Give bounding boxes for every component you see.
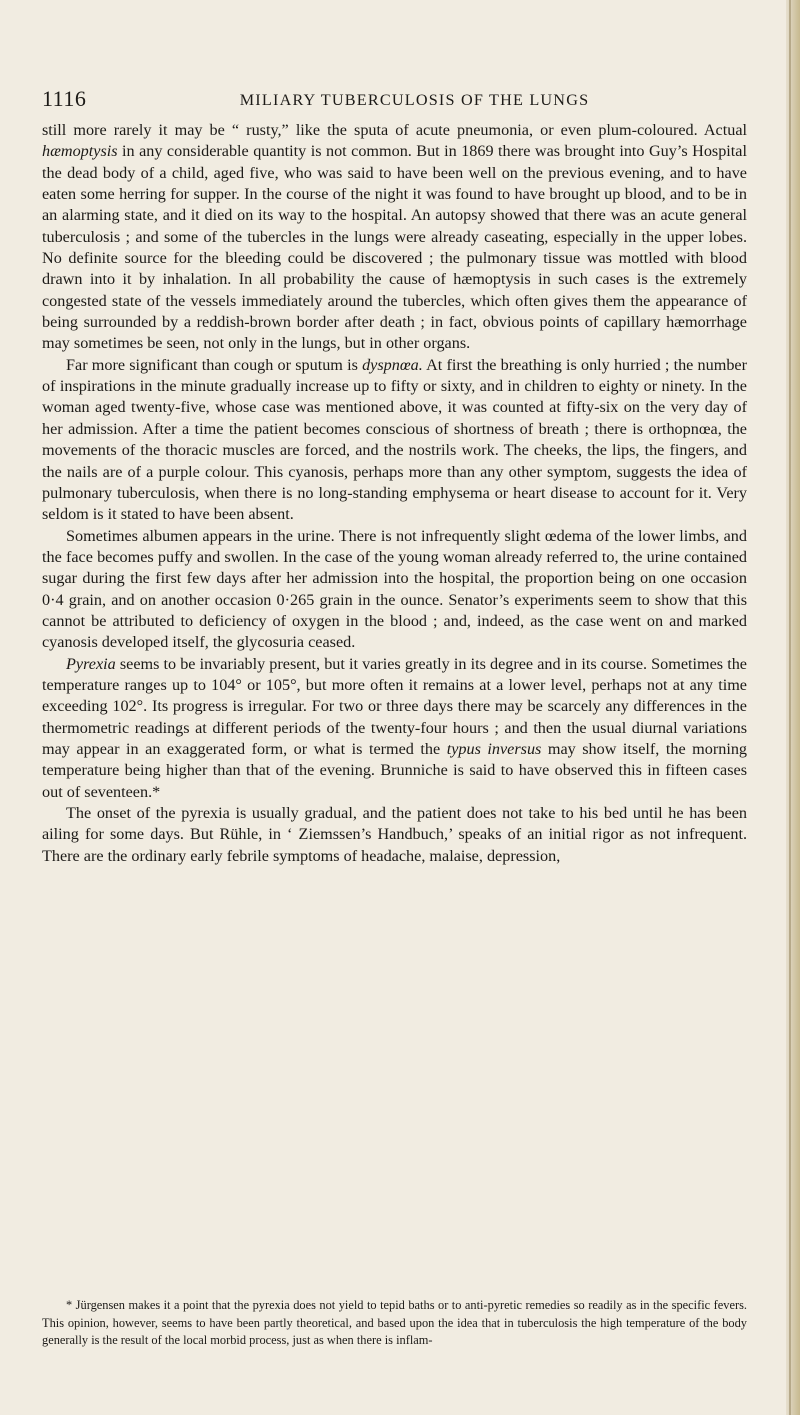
paragraph (42, 803, 747, 867)
page-edge (786, 0, 800, 1415)
paragraph (42, 120, 747, 355)
running-head: MILIARY TUBERCULOSIS OF THE LUNGS (239, 91, 590, 109)
italic-term: typus inversus (446, 739, 542, 758)
text-run: The onset of the pyrexia is usually gradual, and the patient does not take to his bed until he has been ailing for some days. But Rühle, in ‘ Ziemssen’s Handbuch,’ speaks of an initial rigor as not infrequent. There are the ordinary early febrile symptoms of headache, malaise, depression, (42, 804, 747, 865)
text-run: seems to be invariably present, but it varies greatly in its degree and in its course. Sometimes the temperature ranges up to 104° or 105°, but more often it remains at a lower level, perhaps not at any time exceeding 102°. Its progress is irregular. For two or three days there may be scarcely any differences in the thermometric readings at different periods of the twenty-four hours ; and then the usual diurnal variations may appear in an exaggerated form, or what is termed the (42, 654, 747, 758)
footnote-text: * Jürgensen makes it a point that the pyrexia does not yield to tepid baths or to anti-pyretic remedies so readily as in the specific fevers. This opinion, however, seems to have been partly theoretical, and based upon the idea that in tuberculosis the high temperature of the body generally is the result of the local morbid process, just as when there is inflam- (42, 1298, 747, 1348)
paragraph (42, 654, 747, 803)
text-run: Far more significant than cough or sputum is (66, 355, 363, 374)
text-run: At first the breathing is only hurried ; the number of inspirations in the minute gradually increase up to fifty or sixty, and in children to eighty or ninety. In the woman aged twenty-five, whose case was mentioned above, it was counted at fifty-six on the very day of her admission. After a time the patient becomes conscious of shortness of breath ; there is orthopnœa, the movements of the thoracic muscles are forced, and the nostrils work. The cheeks, the lips, the fingers, and the nails are of a purple colour. This cyanosis, perhaps more than any other symptom, suggests the idea of pulmonary tuberculosis, when there is no long-standing emphysema or heart disease to account for it. Very seldom is it stated to have been absent. (42, 355, 747, 524)
italic-term: dyspnœa. (362, 355, 423, 374)
text-run: still more rarely it may be “ rusty,” like the sputa of acute pneumonia, or even plum-coloured. Actual (42, 121, 747, 139)
paragraph (42, 526, 747, 654)
text-run: in any considerable quantity is not common. But in 1869 there was brought into Guy’s Hospital the dead body of a child, aged five, who was said to have been well on the previous evening, and to have eaten some herring for supper. In the course of the night it was found to have brought up blood, and to be in an alarming state, and it died on its way to the hospital. An autopsy showed that there was an acute general tuberculosis ; and some of the tubercles in the lungs were already caseating, especially in the upper lobes. No definite source for the bleeding could be discovered ; the pulmonary tissue was mottled with blood drawn into it by inhalation. In all probability the cause of hæmoptysis in such cases is the extremely congested state of the vessels immediately around the tubercles, which often gives them the appearance of being surrounded by a reddish-brown border after death ; in fact, obvious points of capillary hæmorrhage may sometimes be seen, not only in the lungs, but in other organs. (42, 142, 747, 353)
page-number: 1116 (42, 86, 87, 111)
page-header (42, 86, 747, 114)
italic-term: Pyrexia (66, 654, 116, 673)
footnote (42, 1297, 747, 1350)
paragraph (42, 355, 747, 526)
body-text (42, 120, 747, 867)
text-run: Sometimes albumen appears in the urine. There is not infrequently slight œdema of the lower limbs, and the face becomes puffy and swollen. In the case of the young woman already referred to, the urine contained sugar during the first few days after her admission into the hospital, the proportion being on one occasion 0·4 grain, and on another occasion 0·265 grain in the ounce. Senator’s experiments seem to show that this cannot be attributed to deficiency of oxygen in the blood ; and, indeed, as the case went on and marked cyanosis developed itself, the glycosuria ceased. (42, 526, 747, 652)
text-run: may show itself, the morning temperature being higher than that of the evening. Brunniche is said to have observed this in fifteen cases out of seventeen.* (42, 739, 748, 801)
italic-term: hæmoptysis (42, 142, 118, 161)
